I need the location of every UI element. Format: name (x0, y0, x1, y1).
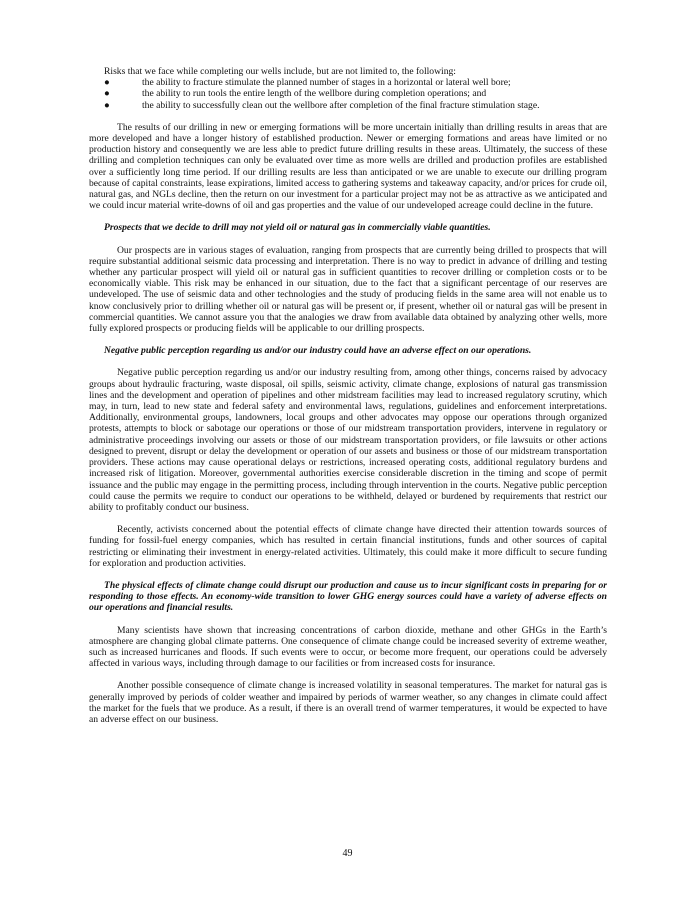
risk-bullet-item: ● the ability to fracture stimulate the planned number of stages in a horizontal or lateral well bore; (104, 77, 511, 89)
paragraph-public-perception: Negative public perception regarding us and/or our industry resulting from, among other things, concerns raised by advocacy groups about hydraulic fracturing, waste disposal, oil spills, seismic activity, climate change, explosions of natural gas transmission lines and the development and operation of pipelines and other midstream facilities may lead to increased regulatory scrutiny, which may, in turn, lead to new state and federal safety and environmental laws, regulations, guidelines and enforcement interpretations. Additionally, environmental groups, landowners, local groups and other advocates may oppose our operations through organized protests, attempts to block or sabotage our operations or those of our midstream transportation providers, intervene in regulatory or administrative proceedings involving our assets or those of our midstream transportation providers, or file lawsuits or other actions designed to prevent, disrupt or delay the development or operation of our assets and business or those of our midstream transportation providers. These actions may cause operational delays or restrictions, increased operating costs, additional regulatory burdens and increased risk of litigation. Moreover, governmental authorities exercise considerable discretion in the timing and scope of permit issuance and the public may engage in the permitting process, including through intervention in the courts. Negative public perception could cause the permits we require to conduct our operations to be withheld, delayed or burdened by requirements that restrict our ability to profitably conduct our business. (89, 367, 607, 513)
page-body (89, 66, 607, 725)
bullet-icon: ● (104, 77, 110, 89)
bullet-icon: ● (104, 99, 110, 111)
risk-bullet-item: ● the ability to successfully clean out the wellbore after completion of the final fracture stimulation stage. (104, 99, 540, 111)
paragraph-climate-science: Many scientists have shown that increasing concentrations of carbon dioxide, methane and other GHGs in the Earth’s atmosphere are changing global climate patterns. One consequence of climate change could be increased severity of extreme weather, such as increased hurricanes and floods. If such events were to occur, or become more frequent, our operations could be adversely affected in various ways, including through damage to our facilities or from increased costs for insurance. (89, 624, 607, 670)
heading-prospects: Prospects that we decide to drill may not yield oil or natural gas in commercially viable quantities. (104, 222, 491, 234)
risk-bullet-list (89, 77, 607, 111)
paragraph-seasonal-temperatures: Another possible consequence of climate change is increased volatility in seasonal temperatures. The market for natural gas is generally improved by periods of colder weather and impaired by periods of warmer weather, so any changes in climate could affect the market for the fuels that we produce. As a result, if there is an overall trend of warmer temperatures, it would be expected to have an adverse effect on our business. (89, 680, 607, 725)
paragraph-prospects: Our prospects are in various stages of evaluation, ranging from prospects that are currently being drilled to prospects that will require substantial additional seismic data processing and interpretation. There is no way to predict in advance of drilling and testing whether any particular prospect will yield oil or natural gas in sufficient quantities to recover drilling or completion costs or to be economically viable. This risk may be enhanced in our situation, due to the fact that a significant percentage of our reserves are undeveloped. The use of seismic data and other technologies and the study of producing fields in the same area will not enable us to know conclusively prior to drilling whether oil or natural gas will be present or, if present, whether oil or natural gas will be present in commercial quantities. We cannot assure you that the analogies we draw from available data obtained by analyzing other wells, more fully explored prospects or producing fields will be applicable to our drilling prospects. (89, 244, 607, 335)
risk-bullet-item: ● the ability to run tools the entire length of the wellbore during completion operations; and (104, 88, 487, 100)
bullet-icon: ● (104, 88, 110, 100)
heading-public-perception: Negative public perception regarding us and/or our industry could have an adverse effect on our operations. (104, 345, 532, 357)
page-number: 49 (342, 848, 353, 859)
risks-intro: Risks that we face while completing our wells include, but are not limited to, the following: (104, 66, 456, 77)
paragraph-drilling-results: The results of our drilling in new or emerging formations will be more uncertain initially than drilling results in areas that are more developed and have a longer history of established production. Newer or emerging formations and areas have limited or no production history and consequently we are less able to predict future drilling results in these areas. Ultimately, the success of these drilling and completion techniques can only be evaluated over time as more wells are drilled and production profiles are established over a sufficiently long time period. If our drilling results are less than anticipated or we are unable to execute our drilling program because of capital constraints, lease expirations, limited access to gathering systems and takeaway capacity, and/or prices for crude oil, natural gas, and NGLs decline, then the return on our investment for a particular project may not be as attractive as we anticipated and we could incur material write-downs of oil and gas properties and the value of our undeveloped acreage could decline in the future. (89, 121, 607, 212)
heading-climate-change: The physical effects of climate change could disrupt our production and cause us to incur significant costs in preparing for or responding to those effects. An economy-wide transition to lower GHG energy sources could have a variety of adverse effects on our operations and financial results. (89, 579, 607, 614)
paragraph-activists-funding: Recently, activists concerned about the potential effects of climate change have directed their attention towards sources of funding for fossil-fuel energy companies, which has resulted in certain financial institutions, funds and other sources of capital restricting or eliminating their investment in energy-related activities. Ultimately, this could make it more difficult to secure funding for exploration and production activities. (89, 524, 607, 569)
